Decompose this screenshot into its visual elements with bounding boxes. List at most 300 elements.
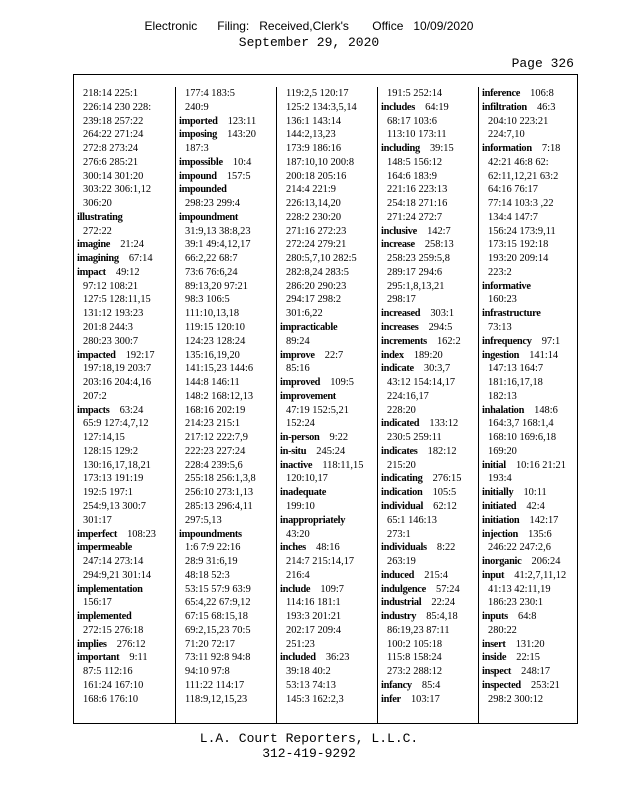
page-line-references: 89:13,20 97:21	[185, 280, 248, 292]
headword: inspect	[482, 666, 512, 678]
court-reporter-name: L.A. Court Reporters, L.L.C.	[199, 731, 419, 746]
index-headword-entry	[479, 638, 580, 652]
page-line-references: 94:10 97:8	[185, 666, 230, 678]
headword: impound	[179, 170, 217, 182]
index-headword-entry	[74, 238, 175, 252]
page-line-references: 207:2	[83, 390, 107, 402]
index-headword-entry	[277, 583, 378, 597]
index-headword-entry	[479, 555, 580, 569]
headword: initially	[482, 487, 514, 499]
page-line-references: 63:24	[119, 404, 144, 416]
page-line-references: 273:1	[387, 528, 411, 540]
headword: initial	[482, 459, 506, 471]
headword: indulgence	[381, 583, 426, 595]
page-line-references: 106:8	[530, 88, 554, 99]
headword: imported	[179, 115, 218, 127]
index-headword-entry	[378, 307, 479, 321]
page-line-references: 65:9 127:4,7,12	[83, 418, 149, 430]
page-line-references: 143:20	[227, 129, 256, 141]
page-line-references: 272:24 279:21	[286, 239, 347, 251]
index-headword-entry	[74, 638, 175, 652]
page-line-references: 271:16 272:23	[286, 225, 347, 237]
page-line-references: 263:19	[387, 556, 416, 568]
index-headword-entry	[378, 693, 479, 707]
headword: indicates	[381, 445, 418, 457]
page-line-references: 247:14 273:14	[83, 556, 144, 568]
page-line-references: 22:24	[431, 597, 456, 609]
index-column-2	[175, 87, 277, 723]
headword: individuals	[381, 542, 427, 554]
page-line-references: 187:10,10 200:8	[286, 156, 355, 168]
page-line-references: 200:18 205:16	[286, 170, 347, 182]
headword: illustrating	[77, 211, 123, 223]
page-line-references: 105:5	[432, 487, 457, 499]
page-line-references: 133:12	[429, 418, 459, 430]
page-line-references: 280:22	[488, 624, 517, 636]
index-headword-entry	[277, 514, 378, 528]
headword: in-situ	[280, 445, 307, 457]
page-line-references: 192:17	[125, 349, 155, 361]
page-line-references: 228:20	[387, 404, 416, 416]
index-headword-entry	[378, 142, 479, 156]
page-line-references: 144:8 146:11	[185, 377, 240, 389]
page-line-references: 271:24 272:7	[387, 211, 443, 223]
page-line-references: 182:12	[427, 445, 457, 457]
index-headword-entry	[378, 238, 479, 252]
page-number: Page 326	[511, 56, 574, 71]
page-line-references: 303:22 306:1,12	[83, 184, 152, 196]
page-line-references: 67:14	[128, 253, 153, 265]
page-line-references: 22:7	[324, 349, 344, 361]
headword: improved	[280, 377, 321, 389]
page-line-references: 276:12	[116, 638, 146, 650]
page-line-references: 69:2,15,23 70:5	[185, 624, 251, 636]
page-line-references: 135:6	[528, 528, 552, 540]
index-headword-entry	[479, 486, 580, 500]
headword: includes	[381, 101, 415, 113]
headword: implementation	[77, 583, 143, 595]
page-line-references: 286:20 290:23	[286, 280, 347, 292]
index-headword-entry	[378, 349, 479, 363]
index-headword-entry	[74, 252, 175, 266]
page-line-references: 39:18 40:2	[286, 666, 331, 678]
page-line-references: 65:1 146:13	[387, 514, 437, 526]
page-line-references: 222:23 227:24	[185, 445, 246, 457]
index-headword-entry	[176, 115, 277, 129]
page-line-references: 145:3 162:2,3	[286, 693, 344, 705]
headword: inappropriately	[280, 514, 346, 526]
page-line-references: 246:22 247:2,6	[488, 542, 551, 554]
page-line-references: 298:17	[387, 294, 416, 306]
page-line-references: 9:11	[129, 652, 148, 664]
court-reporter-phone: 312-419-9292	[262, 746, 356, 761]
page-line-references: 127:5 128:11,15	[83, 294, 151, 306]
headword: index	[381, 349, 404, 361]
headword: important	[77, 652, 120, 664]
page-line-references: 22:15	[516, 652, 540, 664]
page-line-references: 48:16	[316, 542, 340, 554]
index-headword-entry	[378, 417, 479, 431]
page-line-references: 297:5,13	[185, 514, 222, 526]
page-line-references: 8:22	[436, 542, 456, 554]
page-line-references: 294:5	[428, 322, 453, 334]
page-line-references: 118:11,15	[322, 459, 364, 471]
index-headword-entry	[378, 101, 479, 115]
headword: increased	[381, 308, 421, 320]
index-headword-entry	[74, 541, 175, 555]
page-line-references: 141:15,23 144:6	[185, 363, 254, 375]
headword: included	[280, 652, 316, 664]
page-line-references: 280:5,7,10 282:5	[286, 253, 357, 265]
page-line-references: 131:20	[515, 638, 545, 650]
page-line-references: 298:23 299:4	[185, 198, 241, 210]
page-line-references: 193:3 201:21	[286, 611, 342, 623]
page-line-references: 272:22	[83, 225, 112, 237]
headword: ingestion	[482, 349, 520, 361]
page-line-references: 9:22	[329, 432, 349, 444]
index-headword-entry	[277, 445, 378, 459]
page-line-references: 186:23 230:1	[488, 597, 544, 609]
page-line-references: 214:7 215:14,17	[286, 556, 355, 568]
page-line-references: 46:3	[536, 101, 556, 113]
index-headword-entry	[378, 362, 479, 376]
index-column-3	[276, 87, 378, 723]
page-line-references: 191:5 252:14	[387, 88, 443, 99]
page-line-references: 192:5 197:1	[83, 487, 133, 499]
page-line-references: 214:23 215:1	[185, 418, 241, 430]
index-headword-entry	[176, 170, 277, 184]
index-headword-entry	[479, 280, 580, 294]
index-headword-entry	[176, 128, 277, 142]
index-column-5	[478, 87, 580, 723]
headword: indicated	[381, 418, 420, 430]
page-line-references: 258:23 259:5,8	[387, 253, 450, 265]
page-line-references: 10:4	[232, 156, 252, 168]
page-line-references: 272:15 276:18	[83, 624, 144, 636]
index-headword-entry	[277, 459, 378, 473]
filing-stamp: Electronic Filing: Received,Clerk's Office 10/09/2020	[144, 19, 474, 33]
index-headword-entry	[479, 651, 580, 665]
page-line-references: 39:1 49:4,12,17	[185, 239, 251, 251]
page-line-references: 251:23	[286, 638, 315, 650]
page-line-references: 245:24	[316, 445, 346, 457]
page-line-references: 127:14,15	[83, 432, 125, 444]
headword: inference	[482, 88, 521, 99]
headword: indicating	[381, 473, 423, 485]
page-line-references: 254:9,13 300:7	[83, 500, 146, 512]
index-headword-entry	[74, 266, 175, 280]
word-index-frame	[73, 74, 578, 724]
page-line-references: 182:13	[488, 390, 517, 402]
page-line-references: 113:10 173:11	[387, 129, 447, 141]
page-line-references: 134:4 147:7	[488, 211, 538, 223]
page-line-references: 156:24 173:9,11	[488, 225, 556, 237]
headword: improvement	[280, 390, 336, 402]
page-line-references: 53:13 74:13	[286, 679, 336, 691]
page-line-references: 28:9 31:6,19	[185, 556, 238, 568]
page-line-references: 216:4	[286, 569, 310, 581]
page-line-references: 42:4	[526, 500, 545, 512]
page-line-references: 67:15 68:15,18	[185, 611, 248, 623]
page-line-references: 43:20	[286, 528, 310, 540]
page-line-references: 201:8 244:3	[83, 322, 133, 334]
headword: infrequency	[482, 335, 532, 347]
page-line-references: 85:16	[286, 363, 310, 375]
page-line-references: 108:23	[127, 528, 156, 540]
headword: infiltration	[482, 101, 527, 113]
page-line-references: 120:10,17	[286, 473, 328, 485]
page-line-references: 239:18 257:22	[83, 115, 144, 127]
page-line-references: 85:4,18	[426, 611, 458, 623]
page-line-references: 280:23 300:7	[83, 335, 139, 347]
headword: imperfect	[77, 528, 117, 540]
index-headword-entry	[479, 459, 580, 473]
index-headword-entry	[479, 528, 580, 542]
index-headword-entry	[479, 142, 580, 156]
page-line-references: 256:10 273:1,13	[185, 487, 254, 499]
page-line-references: 53:15 57:9 63:9	[185, 583, 251, 595]
page-line-references: 160:23	[488, 294, 517, 306]
index-headword-entry	[479, 610, 580, 624]
headword: initiation	[482, 514, 520, 526]
page-line-references: 119:15 120:10	[185, 322, 245, 334]
page-line-references: 73:11 92:8 94:8	[185, 652, 251, 664]
page-line-references: 10:16 21:21	[515, 459, 566, 471]
page-line-references: 189:20	[413, 349, 443, 361]
page-line-references: 42:21 46:8 62:	[488, 156, 549, 168]
page-line-references: 177:4 183:5	[185, 88, 235, 99]
page-line-references: 136:1 143:14	[286, 115, 342, 127]
page-line-references: 301:6,22	[286, 308, 323, 320]
headword: impounded	[179, 184, 227, 196]
page-line-references: 115:8 158:24	[387, 652, 442, 664]
page-line-references: 228:4 239:5,6	[185, 459, 243, 471]
page-line-references: 215:20	[387, 459, 416, 471]
page-line-references: 30:3,7	[423, 363, 451, 375]
page-line-references: 62:12	[433, 500, 457, 512]
page-line-references: 7:18	[541, 143, 561, 155]
page-line-references: 111:10,13,18	[185, 308, 240, 320]
index-headword-entry	[277, 541, 378, 555]
page-line-references: 142:17	[529, 514, 559, 526]
page-line-references: 162:2	[436, 335, 461, 347]
headword: inches	[280, 542, 306, 554]
page-line-references: 215:4	[424, 569, 448, 581]
headword: inputs	[482, 611, 508, 623]
page-line-references: 156:17	[83, 597, 112, 609]
page-line-references: 111:22 114:17	[185, 679, 245, 691]
headword: induced	[381, 569, 415, 581]
page-line-references: 254:18 271:16	[387, 198, 448, 210]
index-headword-entry	[479, 500, 580, 514]
page-line-references: 164:3,7 168:1,4	[488, 418, 554, 430]
headword: impermeable	[77, 542, 132, 554]
page-line-references: 228:2 230:20	[286, 211, 342, 223]
page-line-references: 298:2 300:12	[488, 693, 544, 705]
page-line-references: 289:17 294:6	[387, 266, 443, 278]
headword: indicate	[381, 363, 414, 375]
headword: infer	[381, 693, 401, 705]
page-line-references: 218:14 225:1	[83, 88, 139, 99]
headword: impact	[77, 266, 106, 278]
page-line-references: 295:1,8,13,21	[387, 280, 445, 292]
page-line-references: 285:13 296:4,11	[185, 500, 253, 512]
page-line-references: 128:15 129:2	[83, 445, 139, 457]
page-line-references: 168:10 169:6,18	[488, 432, 557, 444]
page-line-references: 86:19,23 87:11	[387, 624, 450, 636]
index-headword-entry	[479, 335, 580, 349]
headword: infancy	[381, 679, 412, 691]
index-headword-entry	[277, 431, 378, 445]
page-line-references: 114:16 181:1	[286, 597, 341, 609]
page-line-references: 73:13	[488, 322, 512, 334]
page-line-references: 66:2,22 68:7	[185, 253, 238, 265]
page-line-references: 135:16,19,20	[185, 349, 240, 361]
page-line-references: 214:4 221:9	[286, 184, 336, 196]
headword: input	[482, 569, 505, 581]
headword: increases	[381, 322, 419, 334]
index-headword-entry	[378, 679, 479, 693]
page-line-references: 21:24	[120, 239, 144, 251]
page-line-references: 157:5	[226, 170, 251, 182]
index-headword-entry	[176, 211, 277, 225]
page-line-references: 223:2	[488, 266, 512, 278]
index-headword-entry	[378, 541, 479, 555]
index-headword-entry	[74, 610, 175, 624]
page-line-references: 142:7	[427, 225, 451, 237]
page-line-references: 131:12 193:23	[83, 308, 144, 320]
page-line-references: 221:16 223:13	[387, 184, 448, 196]
page-line-references: 282:8,24 283:5	[286, 266, 349, 278]
index-headword-entry	[378, 583, 479, 597]
page-line-references: 152:24	[286, 418, 315, 430]
index-headword-entry	[378, 472, 479, 486]
document-date: September 29, 2020	[238, 35, 380, 50]
index-headword-entry	[277, 651, 378, 665]
page-line-references: 217:12 222:7,9	[185, 432, 248, 444]
headword: inside	[482, 652, 507, 664]
page-line-references: 64:16 76:17	[488, 184, 538, 196]
page-line-references: 41:2,7,11,12	[514, 569, 567, 581]
page-line-references: 306:20	[83, 198, 112, 210]
headword: including	[381, 143, 420, 155]
page-line-references: 181:16,17,18	[488, 377, 543, 389]
headword: injection	[482, 528, 518, 540]
index-headword-entry	[378, 321, 479, 335]
page-line-references: 148:2 168:12,13	[185, 390, 254, 402]
page-line-references: 294:9,21 301:14	[83, 569, 152, 581]
headword: impoundments	[179, 528, 242, 540]
headword: inhalation	[482, 404, 525, 416]
page-line-references: 147:13 164:7	[488, 363, 544, 375]
page-line-references: 294:17 298:2	[286, 294, 342, 306]
index-headword-entry	[277, 321, 378, 335]
page-line-references: 230:5 259:11	[387, 432, 442, 444]
headword: insert	[482, 638, 506, 650]
index-headword-entry	[176, 156, 277, 170]
page-line-references: 130:16,17,18,21	[83, 459, 151, 471]
page-line-references: 144:2,13,23	[286, 129, 336, 141]
page-line-references: 71:20 72:17	[185, 638, 235, 650]
index-headword-entry	[74, 583, 175, 597]
page-line-references: 253:21	[530, 679, 560, 691]
page-line-references: 103:17	[410, 693, 440, 705]
page-line-references: 148:5 156:12	[387, 156, 443, 168]
index-headword-entry	[176, 183, 277, 197]
page-line-references: 41:13 42:11,19	[488, 583, 551, 595]
index-headword-entry	[479, 569, 580, 583]
page-line-references: 199:10	[286, 500, 315, 512]
page-line-references: 119:2,5 120:17	[286, 88, 349, 99]
headword: in-person	[280, 432, 320, 444]
page-line-references: 73:6 76:6,24	[185, 266, 238, 278]
page-line-references: 197:18,19 203:7	[83, 363, 152, 375]
headword: inorganic	[482, 556, 522, 568]
page-line-references: 49:12	[115, 266, 140, 278]
headword: impracticable	[280, 322, 338, 334]
page-line-references: 123:11	[227, 115, 257, 127]
page-line-references: 64:19	[425, 101, 449, 113]
headword: impoundment	[179, 211, 239, 223]
page-line-references: 125:2 134:3,5,14	[286, 101, 357, 113]
index-headword-entry	[277, 376, 378, 390]
page-line-references: 173:15 192:18	[488, 239, 549, 251]
headword: information	[482, 143, 532, 155]
headword: impacts	[77, 404, 110, 416]
page-line-references: 68:17 103:6	[387, 115, 437, 127]
page-line-references: 206:24	[531, 556, 561, 568]
index-headword-entry	[479, 514, 580, 528]
index-headword-entry	[479, 349, 580, 363]
headword: impacted	[77, 349, 116, 361]
page-line-references: 97:12 108:21	[83, 280, 139, 292]
page-line-references: 224:16,17	[387, 390, 429, 402]
headword: imagine	[77, 239, 111, 251]
index-headword-entry	[378, 500, 479, 514]
index-headword-entry	[378, 486, 479, 500]
page-line-references: 264:22 271:24	[83, 129, 144, 141]
index-headword-entry	[74, 211, 175, 225]
index-headword-entry	[277, 486, 378, 500]
page-line-references: 85:4	[421, 679, 441, 691]
page-line-references: 193:4	[488, 473, 512, 485]
page-line-references: 148:6	[534, 404, 558, 416]
page-line-references: 276:6 285:21	[83, 156, 139, 168]
headword: industrial	[381, 597, 422, 609]
page-line-references: 255:18 256:1,3,8	[185, 473, 256, 485]
headword: infrastructure	[482, 308, 541, 320]
headword: increments	[381, 335, 427, 347]
page-line-references: 300:14 301:20	[83, 170, 144, 182]
index-headword-entry	[378, 569, 479, 583]
page-line-references: 203:16 204:4,16	[83, 377, 152, 389]
page-line-references: 272:8 273:24	[83, 143, 139, 155]
headword: industry	[381, 611, 417, 623]
page-line-references: 124:23 128:24	[185, 335, 246, 347]
index-headword-entry	[378, 610, 479, 624]
page-line-references: 173:13 191:19	[83, 473, 144, 485]
index-headword-entry	[74, 651, 175, 665]
page-line-references: 169:20	[488, 445, 517, 457]
page-line-references: 87:5 112:16	[83, 666, 133, 678]
index-headword-entry	[277, 349, 378, 363]
index-headword-entry	[378, 445, 479, 459]
headword: imagining	[77, 253, 119, 265]
index-headword-entry	[479, 665, 580, 679]
page-line-references: 109:5	[330, 377, 354, 389]
index-column-1	[74, 87, 175, 723]
headword: inclusive	[381, 225, 417, 237]
